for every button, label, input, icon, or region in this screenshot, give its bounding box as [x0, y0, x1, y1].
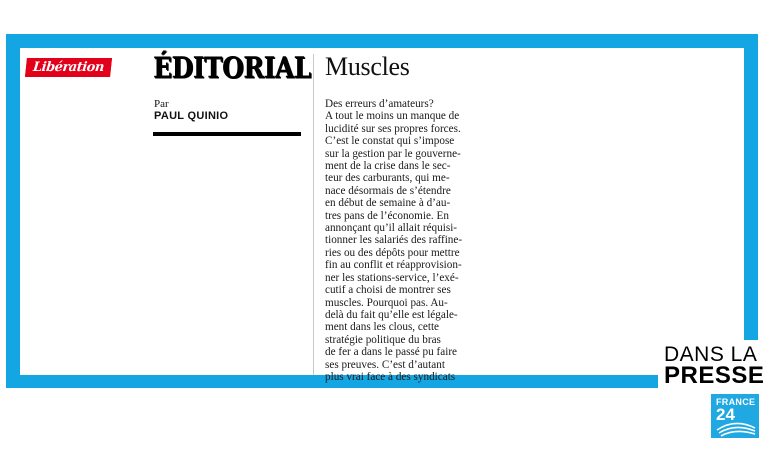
article-line: ment de la crise dans le sec- — [325, 160, 451, 173]
article-line: ries ou des dépôts pour mettre — [325, 246, 460, 259]
article-line: stratégie politique du bras — [325, 333, 441, 346]
article-line: ner les stations-service, l’exé- — [325, 271, 459, 284]
article-headline: Muscles — [325, 52, 410, 81]
france24-logo — [711, 394, 759, 438]
frame-right-bar — [744, 34, 758, 340]
article-line: cutif a choisi de montrer ses — [325, 284, 451, 297]
article-line: en début de semaine à d’au- — [325, 197, 451, 210]
article-line: de fer a dans le passé pu faire — [325, 346, 458, 359]
article-line: tres pans de l’économie. En — [325, 209, 449, 222]
article-line: ment dans les clous, cette — [325, 321, 440, 334]
logo-text: Libération — [25, 58, 112, 77]
article-line: Des erreurs d’amateurs? — [325, 98, 434, 110]
article-line: fin au conflit et réapprovision- — [325, 259, 462, 272]
author-divider — [153, 132, 301, 136]
article-line: nace désormais de s’étendre — [325, 184, 451, 197]
segment-title-line1: DANS LA — [664, 343, 758, 366]
article-line: plus vrai face à des syndicats — [325, 370, 456, 383]
article-line: C’est le constat qui s’impose — [325, 135, 455, 148]
france24-logo-line1: FRANCE — [716, 397, 756, 407]
byline-prefix: Par — [154, 98, 169, 110]
author-name: PAUL QUINIO — [154, 110, 229, 122]
article-line: sur la gestion par le gouverne- — [325, 147, 461, 160]
article-line: muscles. Pourquoi pas. Au- — [325, 296, 448, 309]
liberation-logo — [26, 56, 110, 78]
column-divider — [313, 54, 314, 375]
france24-logo-line2: 24 — [716, 405, 735, 424]
article-line: delà du fait qu’elle est légale- — [325, 308, 458, 321]
waves-icon — [711, 418, 759, 438]
article-line: ses preuves. C’est d’autant — [325, 358, 445, 371]
segment-title-line2: PRESSE — [664, 362, 765, 389]
article-line: lucidité sur ses propres forces. — [325, 122, 461, 135]
segment-title — [660, 342, 768, 387]
article-line: tionner les salariés des raffine- — [325, 234, 463, 247]
article-line: annonçant qu’il allait réquisi- — [325, 222, 458, 235]
frame-left-bar — [6, 34, 20, 388]
article-line: A tout le moins un manque de — [325, 110, 460, 123]
article-line: teur des carburants, qui me- — [325, 172, 450, 185]
article-body — [325, 98, 485, 383]
frame-top-bar — [6, 34, 758, 48]
section-title: ÉDITORIAL — [153, 50, 311, 85]
